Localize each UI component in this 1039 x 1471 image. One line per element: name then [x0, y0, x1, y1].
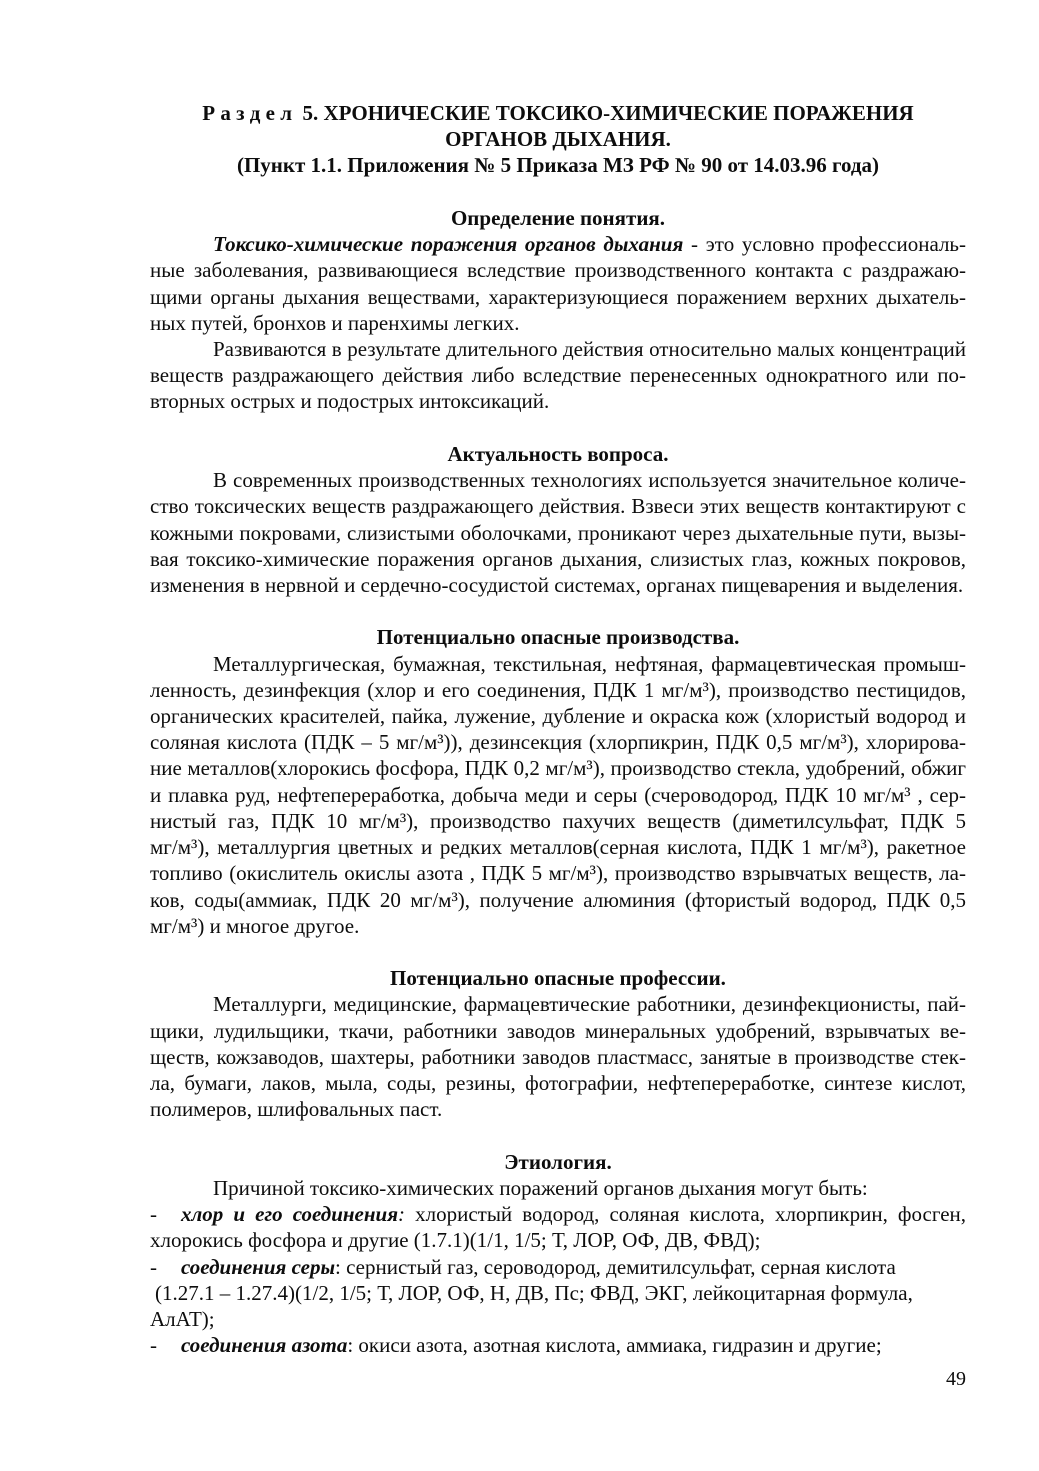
paragraph-line: Причиной токсико-химических поражений органов дыхания могут быть: [213, 1175, 868, 1200]
paragraph-line: Развиваются в результате длительного действия относительно малых концентраций [213, 336, 966, 361]
paragraph-line: ные заболевания, развивающиеся вследствие производственного контакта с раздражаю- [150, 258, 966, 283]
page-body [150, 100, 966, 1359]
blank-line [150, 939, 966, 965]
paragraph-line: кожными покровами, слизистыми оболочками, проникают через дыхательные пути, вызы- [150, 520, 966, 545]
section-heading-etiology: Этиология. [504, 1149, 612, 1174]
list-item-colon: : [398, 1202, 406, 1227]
document-title-line: Р а з д е л 5. ХРОНИЧЕСКИЕ ТОКСИКО-ХИМИЧЕСКИЕ ПОРАЖЕНИЯ [202, 101, 914, 125]
defined-term: Токсико-химические поражения органов дыхания [213, 232, 684, 257]
paragraph-line: ков, соды(аммиак, ПДК 20 мг/м³), получение алюминия (фтористый водород, ПДК 0,5 [150, 887, 966, 912]
paragraph-line [150, 231, 966, 257]
paragraph-line: и плавка руд, нефтепереработка, добыча меди и серы (счероводород, ПДК 10 мг/м³ , сер- [150, 782, 966, 807]
paragraph-line: соляная кислота (ПДК – 5 мг/м³)), дезинсекция (хлорпикрин, ПДК 0,5 мг/м³), хлорирова- [150, 730, 966, 755]
paragraph-line: мг/м³), металлургия цветных и редких металлов(серная кислота, ПДК 1 мг/м³), ракетное [150, 835, 966, 860]
list-item-term: соединения серы [181, 1254, 336, 1279]
paragraph-line: нистый газ, ПДК 10 мг/м³), производство пахучих веществ (диметилсульфат, ПДК 5 [150, 808, 966, 833]
paragraph-line: ство токсических веществ раздражающего действия. Взвеси этих веществ контактируют с [150, 494, 966, 519]
list-item-continuation: (1.27.1 – 1.27.4)(1/2, 1/5; Т, ЛОР, ОФ, Н, ДВ, Пс; ФВД, ЭКГ, лейкоцитарная формула, [155, 1280, 913, 1305]
paragraph-line: щики, лудильщики, ткачи, работники заводов минеральных удобрений, взрывчатых ве- [150, 1018, 966, 1043]
document-subtitle: (Пункт 1.1. Приложения № 5 Приказа МЗ РФ № 90 от 14.03.96 года) [236, 153, 880, 178]
section-heading-relevance: Актуальность вопроса. [447, 441, 669, 466]
list-item-term: соединения азота [181, 1333, 348, 1358]
paragraph-line: мг/м³) и многое другое. [150, 913, 360, 938]
list-item-text: : окиси азота, азотная кислота, аммиака, гидразин и другие; [347, 1333, 882, 1358]
paragraph-line: Металлурги, медицинские, фармацевтические работники, дезинфекционисты, пай- [213, 992, 966, 1017]
document-title-line: ОРГАНОВ ДЫХАНИЯ. [445, 127, 671, 152]
list-item-text: : сернистый газ, сероводород, демитилсульфат, серная кислота [335, 1254, 896, 1279]
list-item-text: хлористый водород, соляная кислота, хлорпикрин, фосген, [405, 1202, 966, 1227]
paragraph-line: Металлургическая, бумажная, текстильная, нефтяная, фармацевтическая промыш- [213, 651, 966, 676]
paragraph-line: ных путей, бронхов и паренхимы легких. [150, 310, 520, 335]
list-bullet: - [150, 1202, 157, 1227]
paragraph-line: вая токсико-химические поражения органов дыхания, слизистых глаз, кожных покровов, [150, 546, 966, 571]
paragraph-line: В современных производственных технологиях используется значительное количе- [213, 468, 966, 493]
blank-line [150, 415, 966, 441]
list-bullet: - [150, 1254, 157, 1279]
list-item [150, 1332, 966, 1358]
page-number: 49 [946, 1368, 966, 1390]
blank-line [150, 179, 966, 205]
list-item-term: хлор и его соединения [181, 1202, 399, 1227]
paragraph-line: ленность, дезинфекция (хлор и его соединения, ПДК 1 мг/м³), производство пестицидов, [150, 677, 966, 702]
section-heading-professions: Потенциально опасные профессии. [390, 966, 726, 991]
paragraph-line: ществ, кожзаводов, шахтеры, работники заводов пластмасс, занятые в производстве стек- [150, 1044, 966, 1069]
blank-line [150, 1123, 966, 1149]
list-item [150, 1254, 966, 1280]
paragraph-line: органических красителей, пайка, лужение, дубление и окраска кож (хлористый водород и [150, 704, 966, 729]
paragraph-line: вторных острых и подострых интоксикаций. [150, 389, 550, 414]
paragraph-line: ние металлов(хлорокись фосфора, ПДК 0,2 мг/м³), производство стекла, удобрений, обжиг [150, 756, 966, 781]
list-bullet: - [150, 1333, 157, 1358]
list-item-continuation: АлАТ); [150, 1307, 215, 1332]
paragraph-line: топливо (окислитель окислы азота , ПДК 5 мг/м³), производство взрывчатых веществ, ла- [150, 861, 966, 886]
section-heading-definition: Определение понятия. [450, 205, 666, 230]
paragraph-line-text: - это условно профессиональ- [683, 232, 966, 257]
list-item [150, 1201, 966, 1227]
blank-line [150, 598, 966, 624]
section-heading-industries: Потенциально опасные производства. [376, 625, 740, 650]
paragraph-line: ла, бумаги, лаков, мыла, соды, резины, фотографии, нефтепереработке, синтезе кислот, [150, 1071, 966, 1096]
paragraph-line: щими органы дыхания веществами, характеризующиеся поражением верхних дыхатель- [150, 284, 966, 309]
paragraph-line: изменения в нервной и сердечно-сосудистой системах, органах пищеварения и выделения. [150, 572, 964, 597]
paragraph-line: веществ раздражающего действия либо вследствие перенесенных однократного или по- [150, 363, 966, 388]
paragraph-line: полимеров, шлифовальных паст. [150, 1097, 443, 1122]
list-item-continuation: хлорокись фосфора и другие (1.7.1)(1/1, 1/5; Т, ЛОР, ОФ, ДВ, ФВД); [150, 1228, 761, 1253]
